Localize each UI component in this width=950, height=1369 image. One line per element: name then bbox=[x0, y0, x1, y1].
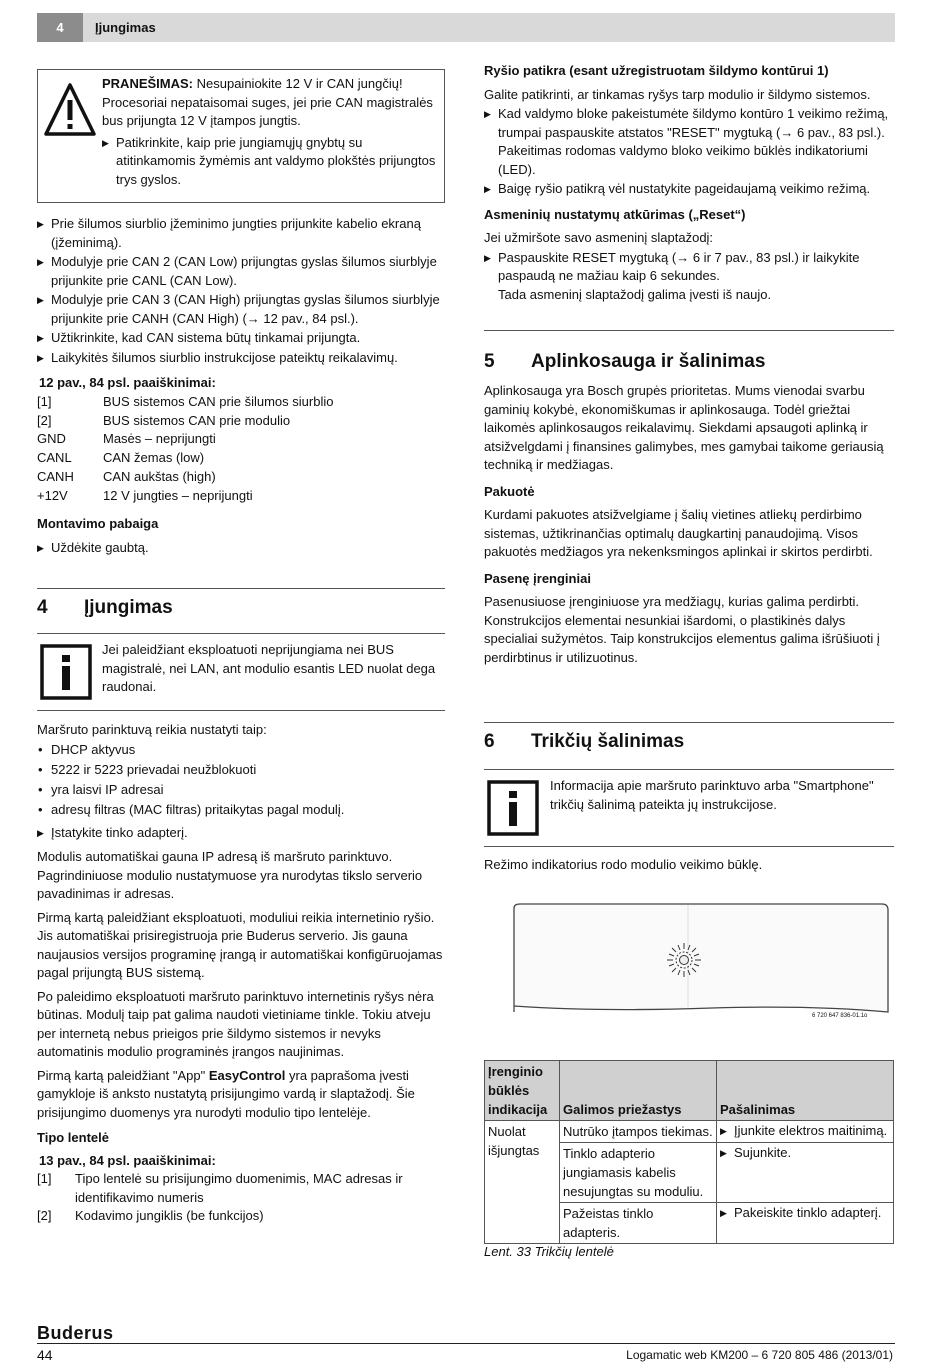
rysio-step: ▶ Kad valdymo bloke pakeistumėte šildymo kontūro 1 veikimo režimą, trumpai paspauskite atstatos "RESET" mygtuką (→ 6 pav., 83 psl.). Pakeitimas rodomas valdymo bloko veikimo būklės indikatoriumi (LED). bbox=[484, 105, 894, 179]
step-item: ▶ Užtikrinkite, kad CAN sistema būtų tinkamai prijungta. bbox=[37, 329, 447, 348]
rysio-step: ▶ Baigę ryšio patikrą vėl nustatykite pageidaujamą veikimo režimą. bbox=[484, 180, 894, 199]
table-header-row bbox=[485, 1061, 894, 1121]
warning-text-1: Nesupainiokite 12 V ir CAN jungčių! bbox=[193, 76, 403, 91]
section-5-heading bbox=[484, 351, 765, 373]
para4-a: Pirmą kartą paleidžiant "App" bbox=[37, 1067, 209, 1083]
table-cell-cause: Nutrūko įtampos tiekimas. bbox=[560, 1121, 717, 1143]
legend2-title: 13 pav., 84 psl. paaiškinimai: bbox=[39, 1152, 216, 1168]
warning-bullet: ▶ Patikrinkite, kaip prie jungiamųjų gnybtų su atitinkamomis žymėmis ant valdymo plokštės prijungtos trys gyslos. bbox=[102, 134, 438, 190]
step-item: ▶ Modulyje prie CAN 2 (CAN Low) prijungtas gyslas šilumos siurblyje prijunkite prie CANL (CAN Low). bbox=[37, 253, 447, 290]
legend-key: CANL bbox=[37, 450, 72, 466]
table-header-cell: Galimos priežastys bbox=[560, 1061, 717, 1121]
mode-indicator-text: Režimo indikatorius rodo modulio veikimo būklę. bbox=[484, 857, 763, 872]
reset-intro: Jei užmiršote savo asmeninį slaptažodį: bbox=[484, 230, 714, 245]
chapter-header-bar bbox=[37, 13, 895, 42]
section-number: 4 bbox=[37, 597, 48, 618]
legend-title: 12 pav., 84 psl. paaiškinimai: bbox=[39, 375, 216, 390]
table-header-cell: Pašalinimas bbox=[717, 1061, 894, 1121]
legend-value: CAN žemas (low) bbox=[103, 450, 205, 466]
legend-value: CAN aukštas (high) bbox=[103, 468, 216, 484]
section-divider bbox=[37, 588, 445, 589]
info-icon bbox=[487, 780, 539, 839]
pakuote-title: Pakuotė bbox=[484, 483, 535, 499]
paragraph: Modulis automatiškai gauna IP adresą iš maršruto parinktuvo. Pagrindiniuose modulio nustatymuose yra nurodytas tikslo serverio pavadinimas ir adresas. bbox=[37, 849, 423, 901]
legend-value: Tipo lentelė su prisijungimo duomenimis, MAC adresas ir identifikavimo numeris bbox=[75, 1171, 403, 1205]
chapter-title: Įjungimas bbox=[95, 20, 156, 35]
step-item: ▶ Modulyje prie CAN 3 (CAN High) prijungtas gyslas šilumos siurblyje prijunkite prie CANH (CAN High) (→ 12 pav., 84 psl.). bbox=[37, 291, 447, 328]
table-cell-cause: Tinklo adapterio jungiamasis kabelis nesujungtas su moduliu. bbox=[560, 1143, 717, 1203]
rysio-title: Ryšio patikra (esant užregistruotam šildymo kontūrui 1) bbox=[484, 63, 829, 78]
section-title: Įjungimas bbox=[84, 597, 173, 618]
section-title: Trikčių šalinimas bbox=[531, 731, 685, 752]
easycontrol-label: EasyControl bbox=[208, 1067, 286, 1083]
para4-c: yra paprašoma įvesti gamykloje iš anksto nustatytą prisijungimo vardą ir slaptažodį. Šie prisijungimo duomenys yra nurodyti modulio tipo lentelėje. bbox=[37, 1067, 415, 1120]
section-6-heading bbox=[484, 731, 684, 753]
legend-key: CANH bbox=[37, 468, 74, 484]
legend-value: BUS sistemos CAN prie modulio bbox=[103, 412, 291, 428]
adapter-step: ▶ Įstatykite tinko adapterį. bbox=[37, 824, 447, 843]
table-cell-fix: ▶ Sujunkite. bbox=[720, 1144, 890, 1163]
rysio-intro: Galite patikrinti, ar tinkamas ryšys tarp modulio ir šildymo sistemos. bbox=[484, 86, 871, 102]
montavimo-step: ▶ Uždėkite gaubtą. bbox=[37, 539, 447, 558]
table-header-cell: Įrenginio būklės indikacija bbox=[485, 1061, 560, 1121]
warning-text-2: Procesoriai nepataisomai suges, jei prie CAN magistralės bus prijungta 12 V įtampos jungtis. bbox=[102, 94, 433, 128]
legend-key: [1] bbox=[37, 394, 52, 409]
pakuote-paragraph: Kurdami pakuotes atsižvelgiame į šalių vietines atliekų perdirbimo sistemas, užtikrinančias optimalų daugkartinį panaudojimą. Visos pakuotės medžiagos yra nekenksmingos aplinkai ir skirtos perdirbti. bbox=[484, 507, 873, 559]
table-row bbox=[485, 1121, 894, 1143]
env-paragraph: Aplinkosauga yra Bosch grupės prioritetas. Mums vienodai svarbu gaminių kokybė, ekonomiškumas ir aplinkosauga. Todėl griežtai laikomės aplinkosaugos reikalavimų. Siekdami apsaugoti aplinką ir atsižvelgdami į finansines galimybes, mes gamybai taikome geriausią techniką ir medžiagas. bbox=[484, 383, 884, 472]
brand-logo: Buderus bbox=[37, 1323, 114, 1343]
tipo-title: Tipo lentelė bbox=[37, 1130, 109, 1145]
section-divider bbox=[484, 330, 894, 331]
table-cell-state: Nuolat išjungtas bbox=[485, 1121, 560, 1244]
reset-step: ▶ Paspauskite RESET mygtuką (→ 6 ir 7 pav., 83 psl.) ir laikykite paspaudą ne mažiau kaip 6 sekundes. bbox=[484, 249, 894, 286]
info-box bbox=[37, 633, 445, 711]
paragraph: Po paleidimo eksploatuoti maršruto parinktuvo internetinis ryšys nėra būtinas. Modulį taip pat galima naudoti vietiniame tinkle. Tokiu atveju per internetą nebus prieigos prie šildymo sistemos ir nevyks automatinis modulio programinės įrangos naujinimas. bbox=[37, 988, 434, 1059]
paragraph bbox=[37, 1067, 447, 1123]
section-4-heading bbox=[37, 597, 173, 619]
warning-box bbox=[37, 69, 445, 203]
legend-key: [1] bbox=[37, 1171, 52, 1186]
montavimo-title: Montavimo pabaiga bbox=[37, 516, 159, 531]
pasene-title: Pasenę įrenginiai bbox=[484, 570, 591, 586]
paragraph: Pirmą kartą paleidžiant eksploatuoti, moduliui reikia internetinio ryšio. Jis automatiškai prisiregistruoja prie Buderus serverio. Jis gauna naujausios versijos programinę įrangą ir automatiškai konfigūruojamas pagal prijungtą BUS sistemą. bbox=[37, 909, 443, 980]
info-text: Informacija apie maršruto parinktuvo arba "Smartphone" trikčių šalinimą pateikta jų instrukcijose. bbox=[550, 778, 874, 812]
table-cell-cause: Pažeistas tinklo adapteris. bbox=[560, 1203, 717, 1244]
router-intro: Maršruto parinktuvą reikia nustatyti taip: bbox=[37, 722, 267, 737]
legend-value: 12 V jungties – neprijungti bbox=[103, 487, 253, 503]
router-requirements-list bbox=[37, 740, 447, 820]
legend-key: [2] bbox=[37, 412, 52, 428]
footer-rule bbox=[37, 1343, 895, 1344]
reset-step-2: Tada asmeninį slaptažodį galima įvesti iš naujo. bbox=[498, 286, 772, 302]
info-icon bbox=[40, 644, 92, 703]
chapter-number: 4 bbox=[37, 13, 83, 42]
warning-text bbox=[102, 75, 438, 94]
figure-code: 6 720 647 836-01.1o bbox=[812, 1013, 868, 1019]
section-number: 5 bbox=[484, 351, 495, 372]
section-divider bbox=[484, 722, 894, 723]
list-item: • 5222 ir 5223 prievadai neužblokuoti bbox=[37, 760, 447, 780]
list-item: • yra laisvi IP adresai bbox=[37, 780, 447, 800]
pasene-paragraph: Pasenusiuose įrenginiuose yra medžiagų, kurias galima perdirbti. Konstrukcijos elementai nesunkiai išardomi, o plastikinės dalys specialiai sužymėtos. Taip konstrukcijos elementus galima išrūšiuoti į perdirbtinus ir utilizuotinus. bbox=[484, 594, 880, 665]
fault-table bbox=[484, 1060, 894, 1244]
table-cell-fix: ▶ Įjunkite elektros maitinimą. bbox=[720, 1122, 890, 1141]
warning-triangle-icon bbox=[44, 82, 96, 141]
section-title: Aplinkosauga ir šalinimas bbox=[531, 351, 766, 372]
legend2-list bbox=[37, 1170, 447, 1226]
legend-key: +12V bbox=[37, 487, 68, 503]
legend-value: BUS sistemos CAN prie šilumos siurblio bbox=[103, 394, 334, 409]
info-text: Jei paleidžiant eksploatuoti neprijungiama nei BUS magistralė, nei LAN, ant modulio esantis LED nuolat dega raudonai. bbox=[102, 642, 436, 694]
legend-key: [2] bbox=[37, 1208, 52, 1224]
document-id: Logamatic web KM200 – 6 720 805 486 (2013/01) bbox=[626, 1348, 893, 1362]
reset-title: Asmeninių nustatymų atkūrimas („Reset“) bbox=[484, 206, 746, 222]
legend-value: Kodavimo jungiklis (be funkcijos) bbox=[75, 1208, 264, 1224]
connection-steps bbox=[37, 215, 447, 367]
info-box bbox=[484, 769, 894, 847]
list-item: • adresų filtras (MAC filtras) pritaikytas pagal modulį. bbox=[37, 800, 447, 820]
legend-list bbox=[37, 393, 437, 505]
warning-label: PRANEŠIMAS: bbox=[102, 76, 194, 91]
table-cell-fix: ▶ Pakeiskite tinklo adapterį. bbox=[720, 1204, 890, 1223]
list-item: • DHCP aktyvus bbox=[37, 740, 447, 760]
step-item: ▶ Prie šilumos siurblio įžeminimo jungties prijunkite kabelio ekraną (įžeminimą). bbox=[37, 215, 447, 252]
legend-value: Masės – neprijungti bbox=[103, 431, 216, 447]
section-number: 6 bbox=[484, 731, 495, 752]
legend-key: GND bbox=[37, 431, 66, 447]
step-item: ▶ Laikykitės šilumos siurblio instrukcijose pateiktų reikalavimų. bbox=[37, 349, 447, 368]
table-caption: Lent. 33 Trikčių lentelė bbox=[484, 1244, 614, 1259]
page-number: 44 bbox=[37, 1347, 53, 1363]
module-led-figure bbox=[512, 902, 892, 1017]
